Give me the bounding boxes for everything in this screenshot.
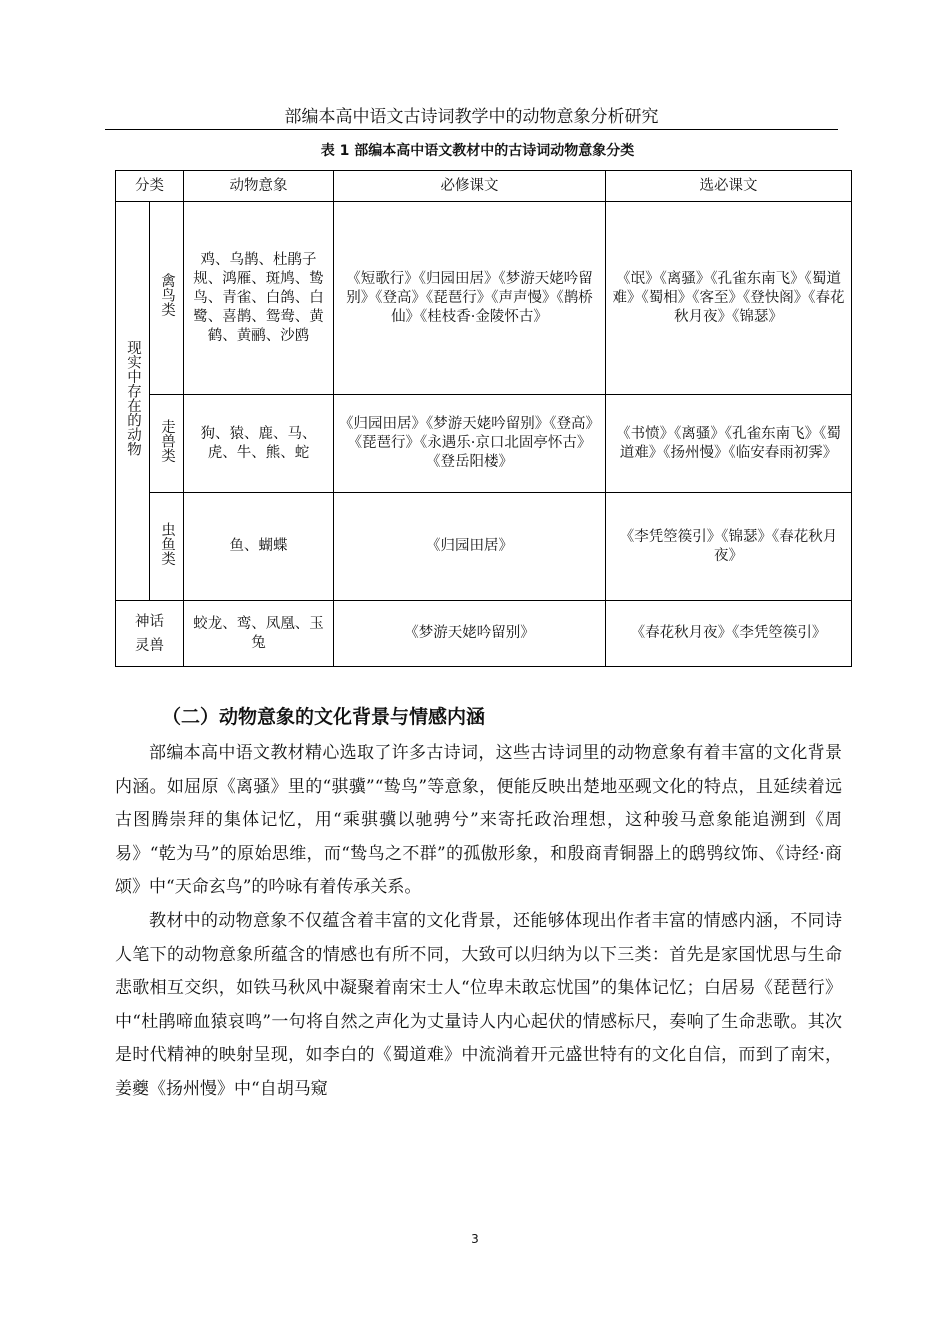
paragraph: 教材中的动物意象不仅蕴含着丰富的文化背景，还能够体现出作者丰富的情感内涵，不同诗人笔下的动物意象所蕴含的情感也有所不同，大致可以归纳为以下三类：首先是家国忧思与生命悲歌相互交织，如铁马秋风中凝聚着南宋士人“位卑未敢忘忧国”的集体记忆；白居易《琵琶行》中“杜鹃啼血猿哀鸣”一句将自然之声化为丈量诗人内心起伏的情感标尺，奏响了生命悲歌。其次是时代精神的映射呈现，如李白的《蜀道难》中流淌着开元盛世特有的文化自信，而到了南宋，姜夔《扬州慢》中“自胡马窥 [115,910,842,1099]
elective-cell: 《书愤》《离骚》《孔雀东南飞》《蜀道难》《扬州慢》《临安春雨初霁》 [606,395,852,493]
animals-cell: 蛟龙、鸾、凤凰、玉兔 [184,601,334,667]
table-row [116,202,852,395]
table-row [116,395,852,493]
required-cell: 《归园田居》《梦游天姥吟留别》《登高》《琵琶行》《永遇乐·京口北固亭怀古》《登岳阳楼》 [334,395,606,493]
page-number: 3 [471,1232,479,1246]
required-cell: 《梦游天姥吟留别》 [334,601,606,667]
table-header-row [116,171,852,202]
elective-cell: 《氓》《离骚》《孔雀东南飞》《蜀道难》《蜀相》《客至》《登快阁》《春花秋月夜》《锦瑟》 [606,202,852,395]
animals-cell: 狗、猿、鹿、马、虎、牛、熊、蛇 [184,395,334,493]
running-header: 部编本高中语文古诗词教学中的动物意象分析研究 [105,102,838,130]
group-real-cell [116,202,150,601]
header-elective: 选必课文 [606,171,852,202]
elective-cell: 《春花秋月夜》《李凭箜篌引》 [606,601,852,667]
body-text [115,737,842,1107]
table-row [116,601,852,667]
paragraph: 部编本高中语文教材精心选取了许多古诗词，这些古诗词里的动物意象有着丰富的文化背景内涵。如屈原《离骚》里的“骐骥”“鸷鸟”等意象，便能反映出楚地巫觋文化的特点，且延续着远古图腾崇拜的集体记忆，用“乘骐骥以驰骋兮”来寄托政治理想，这种骏马意象能追溯到《周易》“乾为马”的原始思维，而“鸷鸟之不群”的孤傲形象，和殷商青铜器上的鸱鸮纹饰、《诗经·商颂》中“天命玄鸟”的吟咏有着传承关系。 [115,743,842,898]
header-animals: 动物意象 [184,171,334,202]
animals-cell: 鱼、蝴蝶 [184,493,334,601]
header-category: 分类 [116,171,184,202]
table-row [116,493,852,601]
subcategory-cell: 虫鱼类 [150,493,184,601]
required-cell: 《归园田居》 [334,493,606,601]
group-real-label: 现实中存在的动物 [125,340,141,456]
animals-cell: 鸡、乌鹊、杜鹃子规、鸿雁、斑鸠、鸷鸟、青雀、白鸽、白鹭、喜鹊、鸳鸯、黄鹤、黄鹂、沙鸥 [184,202,334,395]
table-caption: 表 1 部编本高中语文教材中的古诗词动物意象分类 [320,143,635,159]
required-cell: 《短歌行》《归园田居》《梦游天姥吟留别》《登高》《琵琶行》《声声慢》《鹊桥仙》《桂枝香·金陵怀古》 [334,202,606,395]
subcategory-cell: 禽鸟类 [150,202,184,395]
header-required: 必修课文 [334,171,606,202]
myth-label: 神话灵兽 [135,613,164,654]
animal-imagery-table [115,170,852,667]
elective-cell: 《李凭箜篌引》《锦瑟》《春花秋月夜》 [606,493,852,601]
myth-label-cell [116,601,184,667]
subcategory-cell: 走兽类 [150,395,184,493]
section-title: （二）动物意象的文化背景与情感内涵 [162,706,486,728]
